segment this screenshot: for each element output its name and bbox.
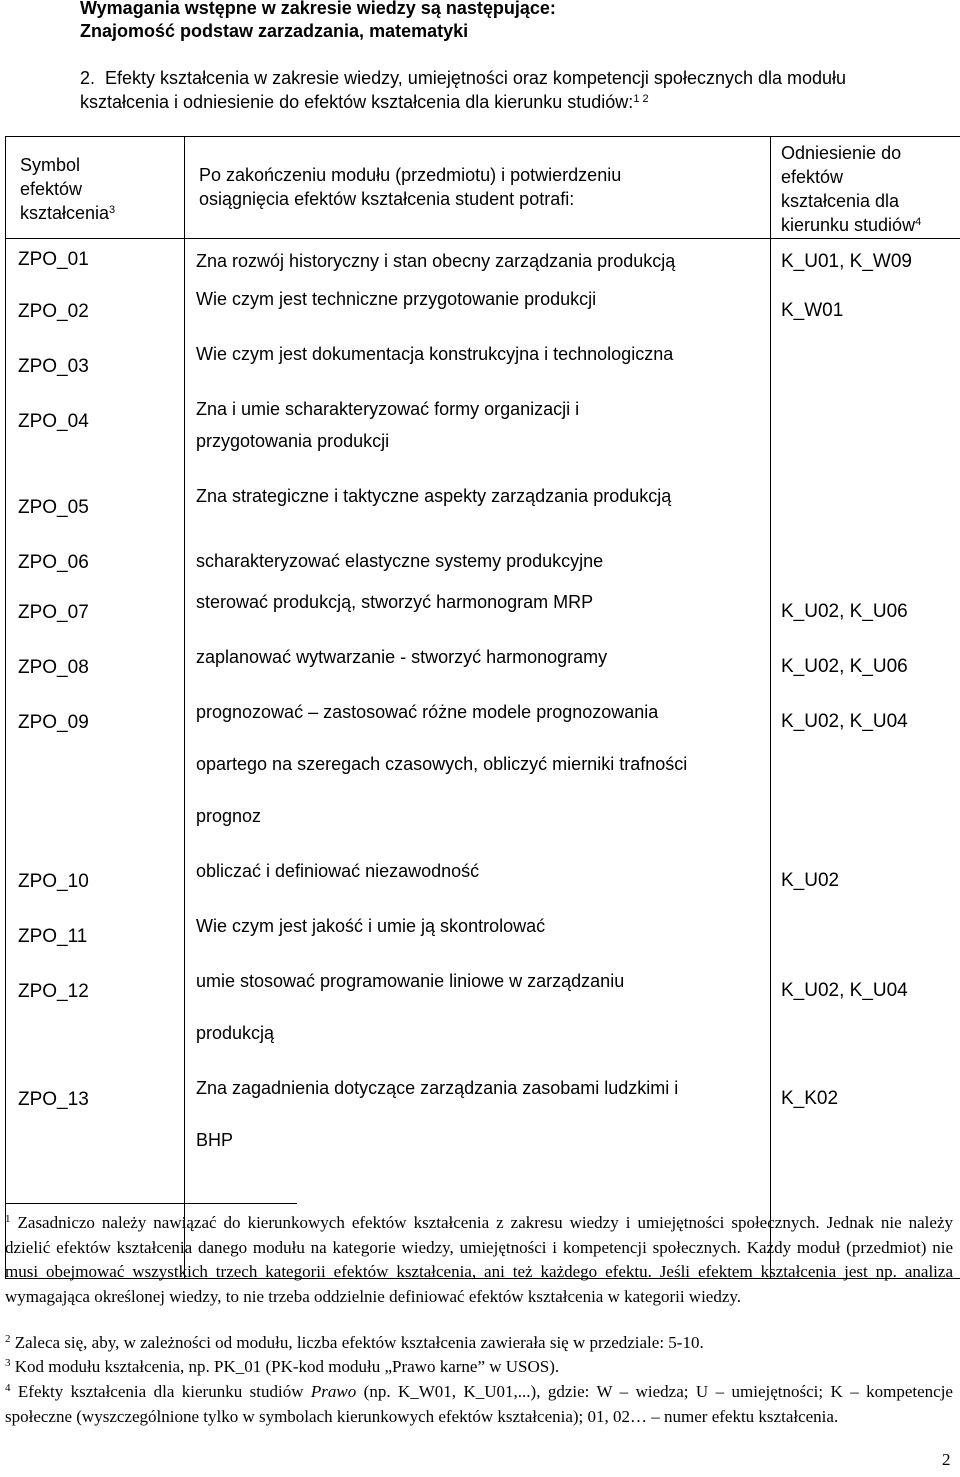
references-column [771,239,960,1279]
row-reference: K_U02 [781,870,840,891]
prerequisites-value: Znajomość podstaw zarzadzania, matematyki [80,21,469,41]
row-code: ZPO_08 [18,657,89,678]
row-code: ZPO_06 [18,552,89,573]
footnote-4: $^4$ Efekty kształcenia dla kierunku studiów Prawo (np. K_W01, K_U01,...), gdzie: W – wiedza; U – umiejętności; K – kompetencje społeczne (wyszczególnione tylko w symbolach kierunkowych efektów kształcenia); 01, 02… – numer efektu kształcenia. [5,1382,953,1426]
section-text-line2: kształcenia i odniesienie do efektów kształcenia dla kierunku studiów: [80,92,634,112]
row-effect-line2: BHP [196,1130,234,1150]
row-effect: obliczać i definiować niezawodność [196,861,480,881]
row-code: ZPO_01 [18,249,89,270]
row-code: ZPO_07 [18,602,89,623]
header-symbol: Symbol efektów kształcenia$^3$ [6,137,185,239]
row-effect: Wie czym jest dokumentacja konstrukcyjna i technologiczna [196,344,674,364]
row-code: ZPO_04 [18,411,89,432]
section-sup: 1 2 [633,93,649,105]
row-effect: Wie czym jest techniczne przygotowanie produkcji [196,289,597,309]
row-code: ZPO_02 [18,301,89,322]
row-effect-line1: Zna i umie scharakteryzować formy organizacji i [196,399,580,419]
table-header-row [6,137,960,239]
row-effect: scharakteryzować elastyczne systemy produkcyjne [196,551,604,571]
row-reference: K_U02, K_U04 [781,980,908,1001]
row-code: ZPO_11 [18,926,88,947]
section-number: 2. [80,68,96,88]
page-number: 2 [942,1450,951,1469]
row-code: ZPO_13 [18,1089,89,1110]
row-reference: K_U02, K_U06 [781,601,908,622]
row-effect: Zna rozwój historyczny i stan obecny zarządzania produkcją [196,251,676,271]
row-reference: K_W01 [781,300,844,321]
section-text-line1: Efekty kształcenia w zakresie wiedzy, umiejętności oraz kompetencji społecznych dla modułu [105,68,847,88]
row-effect-line2: opartego na szeregach czasowych, obliczyć mierniki trafności [196,754,688,774]
row-code: ZPO_03 [18,356,89,377]
row-reference: K_U01, K_W09 [781,251,912,272]
row-reference: K_K02 [781,1088,839,1109]
row-effect: sterować produkcją, stworzyć harmonogram MRP [196,592,594,612]
row-code: ZPO_05 [18,497,89,518]
section-2-heading-line2 [80,90,950,114]
section-2-heading [80,66,950,90]
row-code: ZPO_09 [18,712,89,733]
prerequisites-title: Wymagania wstępne w zakresie wiedzy są następujące: [80,0,556,18]
footnote-3: $^3$ Kod modułu kształcenia, np. PK_01 (PK-kod modułu „Prawo karne” w USOS). [5,1357,560,1376]
row-effect-line2: produkcją [196,1023,275,1043]
row-code: ZPO_12 [18,981,89,1002]
footnote-1: $^1$ Zasadniczo należy nawiązać do kierunkowych efektów kształcenia z zakresu wiedzy i umiejętności społecznych. Jednak nie należy dzielić efektów kształcenia danego modułu na kategorie wiedzy, umiejętności i kompetencji społecznych. Każdy moduł (przedmiot) nie musi obejmować wszystkich trzech kategorii efektów kształcenia, ani też każdego efektu. Jeśli efektem kształcenia jest np. analiza wymagająca określonej wiedzy, to nie trzeba oddzielnie definiować efektów kształcenia w kategorii wiedzy. [5,1213,953,1306]
row-effect-line3: prognoz [196,806,262,826]
row-effect-line1: umie stosować programowanie liniowe w zarządzaniu [196,971,625,991]
row-effect: Zna strategiczne i taktyczne aspekty zarządzania produkcją [196,486,672,506]
row-effect: zaplanować wytwarzanie - stworzyć harmonogramy [196,647,608,667]
row-reference: K_U02, K_U04 [781,711,908,732]
row-effect-line1: prognozować – zastosować różne modele prognozowania [196,702,659,722]
row-effect-line1: Zna zagadnienia dotyczące zarządzania zasobami ludzkimi i [196,1078,679,1098]
codes-column [6,239,185,1279]
row-reference: K_U02, K_U06 [781,656,908,677]
row-effect-line2: przygotowania produkcji [196,431,390,451]
footnote-2: $^2$ Zaleca się, aby, w zależności od modułu, liczba efektów kształcenia zawierała się w przedziale: 5-10. [5,1333,704,1352]
row-effect: Wie czym jest jakość i umie ją skontrolować [196,916,546,936]
header-description: Po zakończeniu modułu (przedmiotu) i potwierdzeniu osiągnięcia efektów kształcenia student potrafi: [185,137,771,239]
row-code: ZPO_10 [18,871,89,892]
footnote-separator [5,1203,297,1204]
header-reference: Odniesienie do efektów kształcenia dla kierunku studiów$^4$ [771,137,960,239]
